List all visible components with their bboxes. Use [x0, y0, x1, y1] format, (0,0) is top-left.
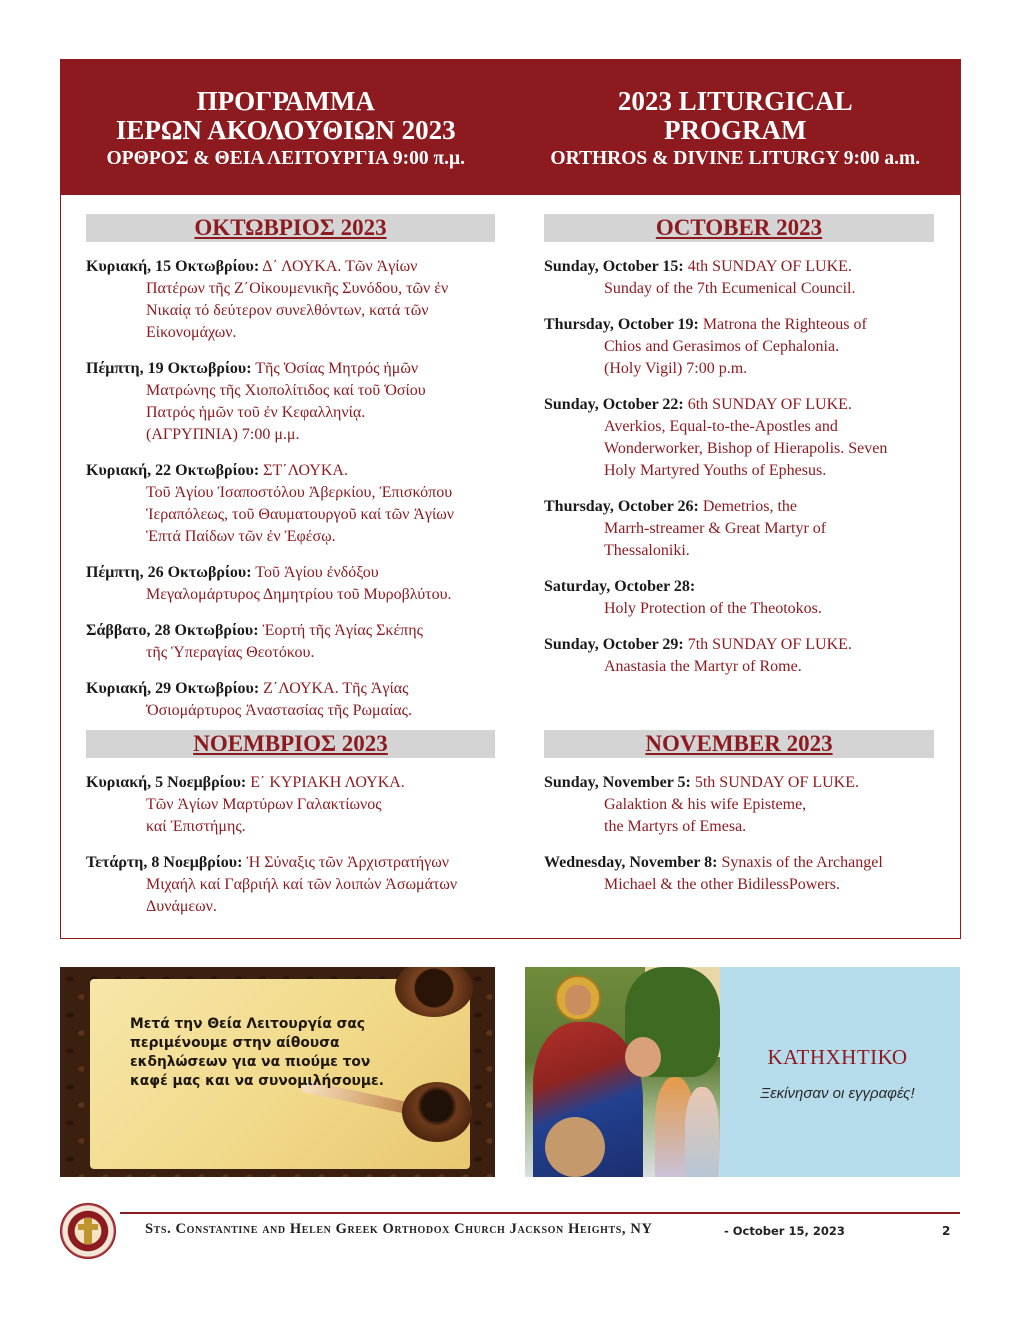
entry-text-line: Ὁσιομάρτυρος Ἀναστασίας τῆς Ρωμαίας.: [146, 702, 413, 719]
entry-text-line: Thessaloniki.: [604, 542, 690, 559]
entry-first-line: [86, 256, 506, 278]
christ-with-children-icon: [525, 967, 720, 1177]
header-english: [511, 60, 961, 195]
catechism-title: ΚΑΤΗΧΗΤΙΚΟ: [767, 1045, 908, 1069]
entry-first-line: [544, 314, 954, 336]
entry-date-label: Sunday, November 5:: [544, 774, 691, 791]
entry-text-line: Πατέρων τῆς Ζ΄Οἰκουμενικῆς Συνόδου, τῶν ἐν: [146, 280, 449, 297]
header-english-title-2: PROGRAM: [664, 115, 807, 145]
entry-first-line: [86, 620, 506, 642]
entry-first-line: [86, 772, 506, 794]
entry-date-label: Wednesday, November 8:: [544, 854, 718, 871]
schedule-entry: [544, 852, 954, 896]
entry-text-line: Marrh-streamer & Great Martyr of: [604, 520, 827, 537]
schedule-entry: [86, 620, 506, 664]
entry-date-label: Sunday, October 29:: [544, 636, 684, 653]
header-greek: [61, 60, 511, 195]
entry-text-line: Ε΄ ΚΥΡΙΑΚΗ ΛΟΥΚΑ.: [250, 774, 405, 791]
schedule-entry: [86, 772, 506, 838]
entry-date-label: Πέμπτη, 26 Οκτωβρίου:: [86, 564, 252, 581]
entry-date-label: Thursday, October 19:: [544, 316, 699, 333]
month-heading: NOVEMBER 2023: [544, 730, 934, 758]
coffee-pot-icon: [402, 1082, 472, 1142]
entry-date-label: Saturday, October 28:: [544, 578, 696, 595]
entry-text-line: Δυνάμεων.: [146, 898, 217, 915]
entry-first-line: [544, 394, 954, 416]
footer-church-name: Sts. Constantine and Helen Greek Orthodox Church Jackson Heights, NY: [145, 1221, 653, 1237]
entry-date-label: Κυριακή, 29 Οκτωβρίου:: [86, 680, 260, 697]
entry-first-line: [544, 576, 954, 598]
footer-date: - October 15, 2023: [724, 1224, 845, 1238]
icon-child: [625, 1037, 661, 1077]
greek-october-section: [86, 214, 506, 736]
month-heading: ΝΟΕΜΒΡΙΟΣ 2023: [86, 730, 495, 758]
entry-date-label: Thursday, October 26:: [544, 498, 699, 515]
header-greek-title-2: ΙΕΡΩΝ ΑΚΟΛΟΥΘΙΩΝ 2023: [115, 115, 456, 145]
header-greek-title-1: ΠΡΟΓΡΑΜΜΑ: [196, 86, 375, 116]
schedule-entry: [86, 256, 506, 344]
entry-first-line: [544, 852, 954, 874]
header-english-title-1: 2023 LITURGICAL: [617, 86, 853, 116]
entry-text-line: 6th SUNDAY OF LUKE.: [687, 396, 852, 413]
english-november-entries: [544, 772, 954, 896]
entry-date-label: Πέμπτη, 19 Οκτωβρίου:: [86, 360, 252, 377]
entry-text-line: Μιχαήλ καί Γαβριήλ καί τῶν λοιπών Ἀσωμάτων: [146, 876, 458, 893]
entry-text-line: Τῶν Ἁγίων Μαρτύρων Γαλακτίωνος: [146, 796, 382, 813]
entry-text-line: Chios and Gerasimos of Cephalonia.: [604, 338, 840, 355]
entry-text-line: 5th SUNDAY OF LUKE.: [694, 774, 860, 791]
cross-icon: [84, 1218, 92, 1244]
entry-first-line: [544, 256, 954, 278]
entry-text-line: Michael & the other BidilessPowers.: [604, 876, 840, 893]
entry-text-line: Anastasia the Martyr of Rome.: [604, 658, 802, 675]
entry-date-label: Κυριακή, 22 Οκτωβρίου:: [86, 462, 260, 479]
greek-november-section: [86, 730, 506, 932]
entry-text-line: Ἱεραπόλεως, τοῦ Θαυματουργοῦ καί τῶν Ἁγίων: [146, 506, 455, 523]
schedule-entry: [544, 314, 954, 380]
header-english-subtitle: ORTHROS & DIVINE LITURGY 9:00 a.m.: [550, 148, 921, 169]
entry-text-line: (Holy Vigil) 7:00 p.m.: [604, 360, 748, 377]
entry-text-line: Τοῦ Ἁγίου Ἰσαποστόλου Ἀβερκίου, Ἐπισκόπου: [146, 484, 453, 501]
entry-text-line: Δ΄ ΛΟΥΚΑ. Τῶν Ἁγίων: [262, 258, 418, 275]
church-seal-logo: [60, 1203, 116, 1259]
entry-text-line: Ζ΄ΛΟΥΚΑ. Τῆς Ἁγίας: [263, 680, 409, 697]
entry-first-line: [86, 852, 506, 874]
program-header: [61, 60, 960, 195]
schedule-entry: [86, 678, 506, 722]
entry-text-line: Demetrios, the: [702, 498, 798, 515]
entry-text-line: Τοῦ Ἁγίου ἐνδόξου: [255, 564, 379, 581]
entry-date-label: Sunday, October 15:: [544, 258, 684, 275]
entry-text-line: Sunday of the 7th Ecumenical Council.: [604, 280, 856, 297]
schedule-entry: [86, 460, 506, 548]
schedule-entry: [544, 496, 954, 562]
month-heading: ΟΚΤΩΒΡΙΟΣ 2023: [86, 214, 495, 242]
entry-text-line: τῆς Ὑπεραγίας Θεοτόκου.: [146, 644, 315, 661]
entry-text-line: Wonderworker, Bishop of Hierapolis. Seven: [604, 440, 888, 457]
entry-text-line: Ματρώνης τῆς Χιοπολίτιδος καί τοῦ Ὁσίου: [146, 382, 426, 399]
schedule-entry: [544, 772, 954, 838]
schedule-entry: [544, 576, 954, 620]
entry-text-line: ΣΤ΄ΛΟΥΚΑ.: [263, 462, 348, 479]
liturgical-program-box: [60, 59, 961, 939]
footer-rule: [120, 1212, 960, 1214]
english-october-section: [544, 214, 954, 692]
entry-first-line: [86, 358, 506, 380]
entry-text-line: Νικαίᾳ τό δεύτερον συνελθόντων, κατά τῶν: [146, 302, 429, 319]
schedule-entry: [544, 394, 954, 482]
schedule-entry: [86, 358, 506, 446]
schedule-entry: [544, 634, 954, 678]
entry-first-line: [544, 634, 954, 656]
entry-first-line: [86, 678, 506, 700]
greek-october-entries: [86, 256, 506, 722]
icon-face: [565, 985, 591, 1015]
entry-text-line: 7th SUNDAY OF LUKE.: [687, 636, 852, 653]
month-heading: OCTOBER 2023: [544, 214, 934, 242]
entry-text-line: the Martyrs of Emesa.: [604, 818, 747, 835]
schedule-entry: [544, 256, 954, 300]
entry-first-line: [544, 772, 954, 794]
greek-november-entries: [86, 772, 506, 918]
entry-text-line: Εἰκονομάχων.: [146, 324, 237, 341]
catechism-promo: [525, 967, 960, 1177]
entry-text-line: Matrona the Righteous of: [702, 316, 867, 333]
entry-text-line: Πατρός ἡμῶν τοῦ ἐν Κεφαλληνίᾳ.: [146, 404, 366, 421]
entry-text-line: Ἑπτά Παίδων τῶν ἐν Ἐφέσῳ.: [146, 528, 336, 545]
english-november-section: [544, 730, 954, 910]
catechism-subtitle: Ξεκίνησαν οι εγγραφές!: [760, 1085, 915, 1102]
coffee-hour-text: Μετά την Θεία Λειτουργία σας περιμένουμε στην αίθουσα εκδηλώσεων για να πιούμε τον καφέ μας και να συνομιλήσουμε.: [130, 1016, 384, 1089]
entry-text-line: Μεγαλομάρτυρος Δημητρίου τοῦ Μυροβλύτου.: [146, 586, 452, 603]
entry-date-label: Κυριακή, 5 Νοεμβρίου:: [86, 774, 247, 791]
icon-child: [545, 1117, 605, 1177]
entry-date-label: Sunday, October 22:: [544, 396, 684, 413]
entry-first-line: [86, 562, 506, 584]
entry-date-label: Κυριακή, 15 Οκτωβρίου:: [86, 258, 260, 275]
entry-text-line: Averkios, Equal-to-the-Apostles and: [604, 418, 838, 435]
entry-text-line: 4th SUNDAY OF LUKE.: [687, 258, 852, 275]
entry-text-line: Holy Martyred Youths of Ephesus.: [604, 462, 827, 479]
coffee-hour-promo: [60, 967, 495, 1177]
english-october-entries: [544, 256, 954, 678]
entry-first-line: [86, 460, 506, 482]
entry-first-line: [544, 496, 954, 518]
cross-bar: [78, 1224, 98, 1230]
entry-text-line: (ΑΓΡΥΠΝΙΑ) 7:00 μ.μ.: [146, 426, 300, 443]
icon-child: [685, 1087, 719, 1177]
entry-date-label: Σάββατο, 28 Οκτωβρίου:: [86, 622, 259, 639]
schedule-entry: [86, 852, 506, 918]
schedule-entry: [86, 562, 506, 606]
entry-text-line: Ἡ Σύναξις τῶν Ἀρχιστρατήγων: [246, 854, 450, 871]
entry-text-line: Ἑορτή τῆς Ἁγίας Σκέπης: [262, 622, 423, 639]
entry-text-line: Τῆς Ὁσίας Μητρός ἡμῶν: [255, 360, 419, 377]
entry-text-line: Holy Protection of the Theotokos.: [604, 600, 822, 617]
page-number: 2: [942, 1224, 951, 1238]
entry-date-label: Τετάρτη, 8 Νοεμβρίου:: [86, 854, 243, 871]
entry-text-line: Galaktion & his wife Episteme,: [604, 796, 807, 813]
entry-text-line: καί Ἐπιστήμης.: [146, 818, 246, 835]
header-greek-subtitle: ΟΡΘΡΟΣ & ΘΕΙΑ ΛΕΙΤΟΥΡΓΙΑ 9:00 π.μ.: [106, 148, 465, 169]
entry-text-line: Synaxis of the Archangel: [721, 854, 883, 871]
